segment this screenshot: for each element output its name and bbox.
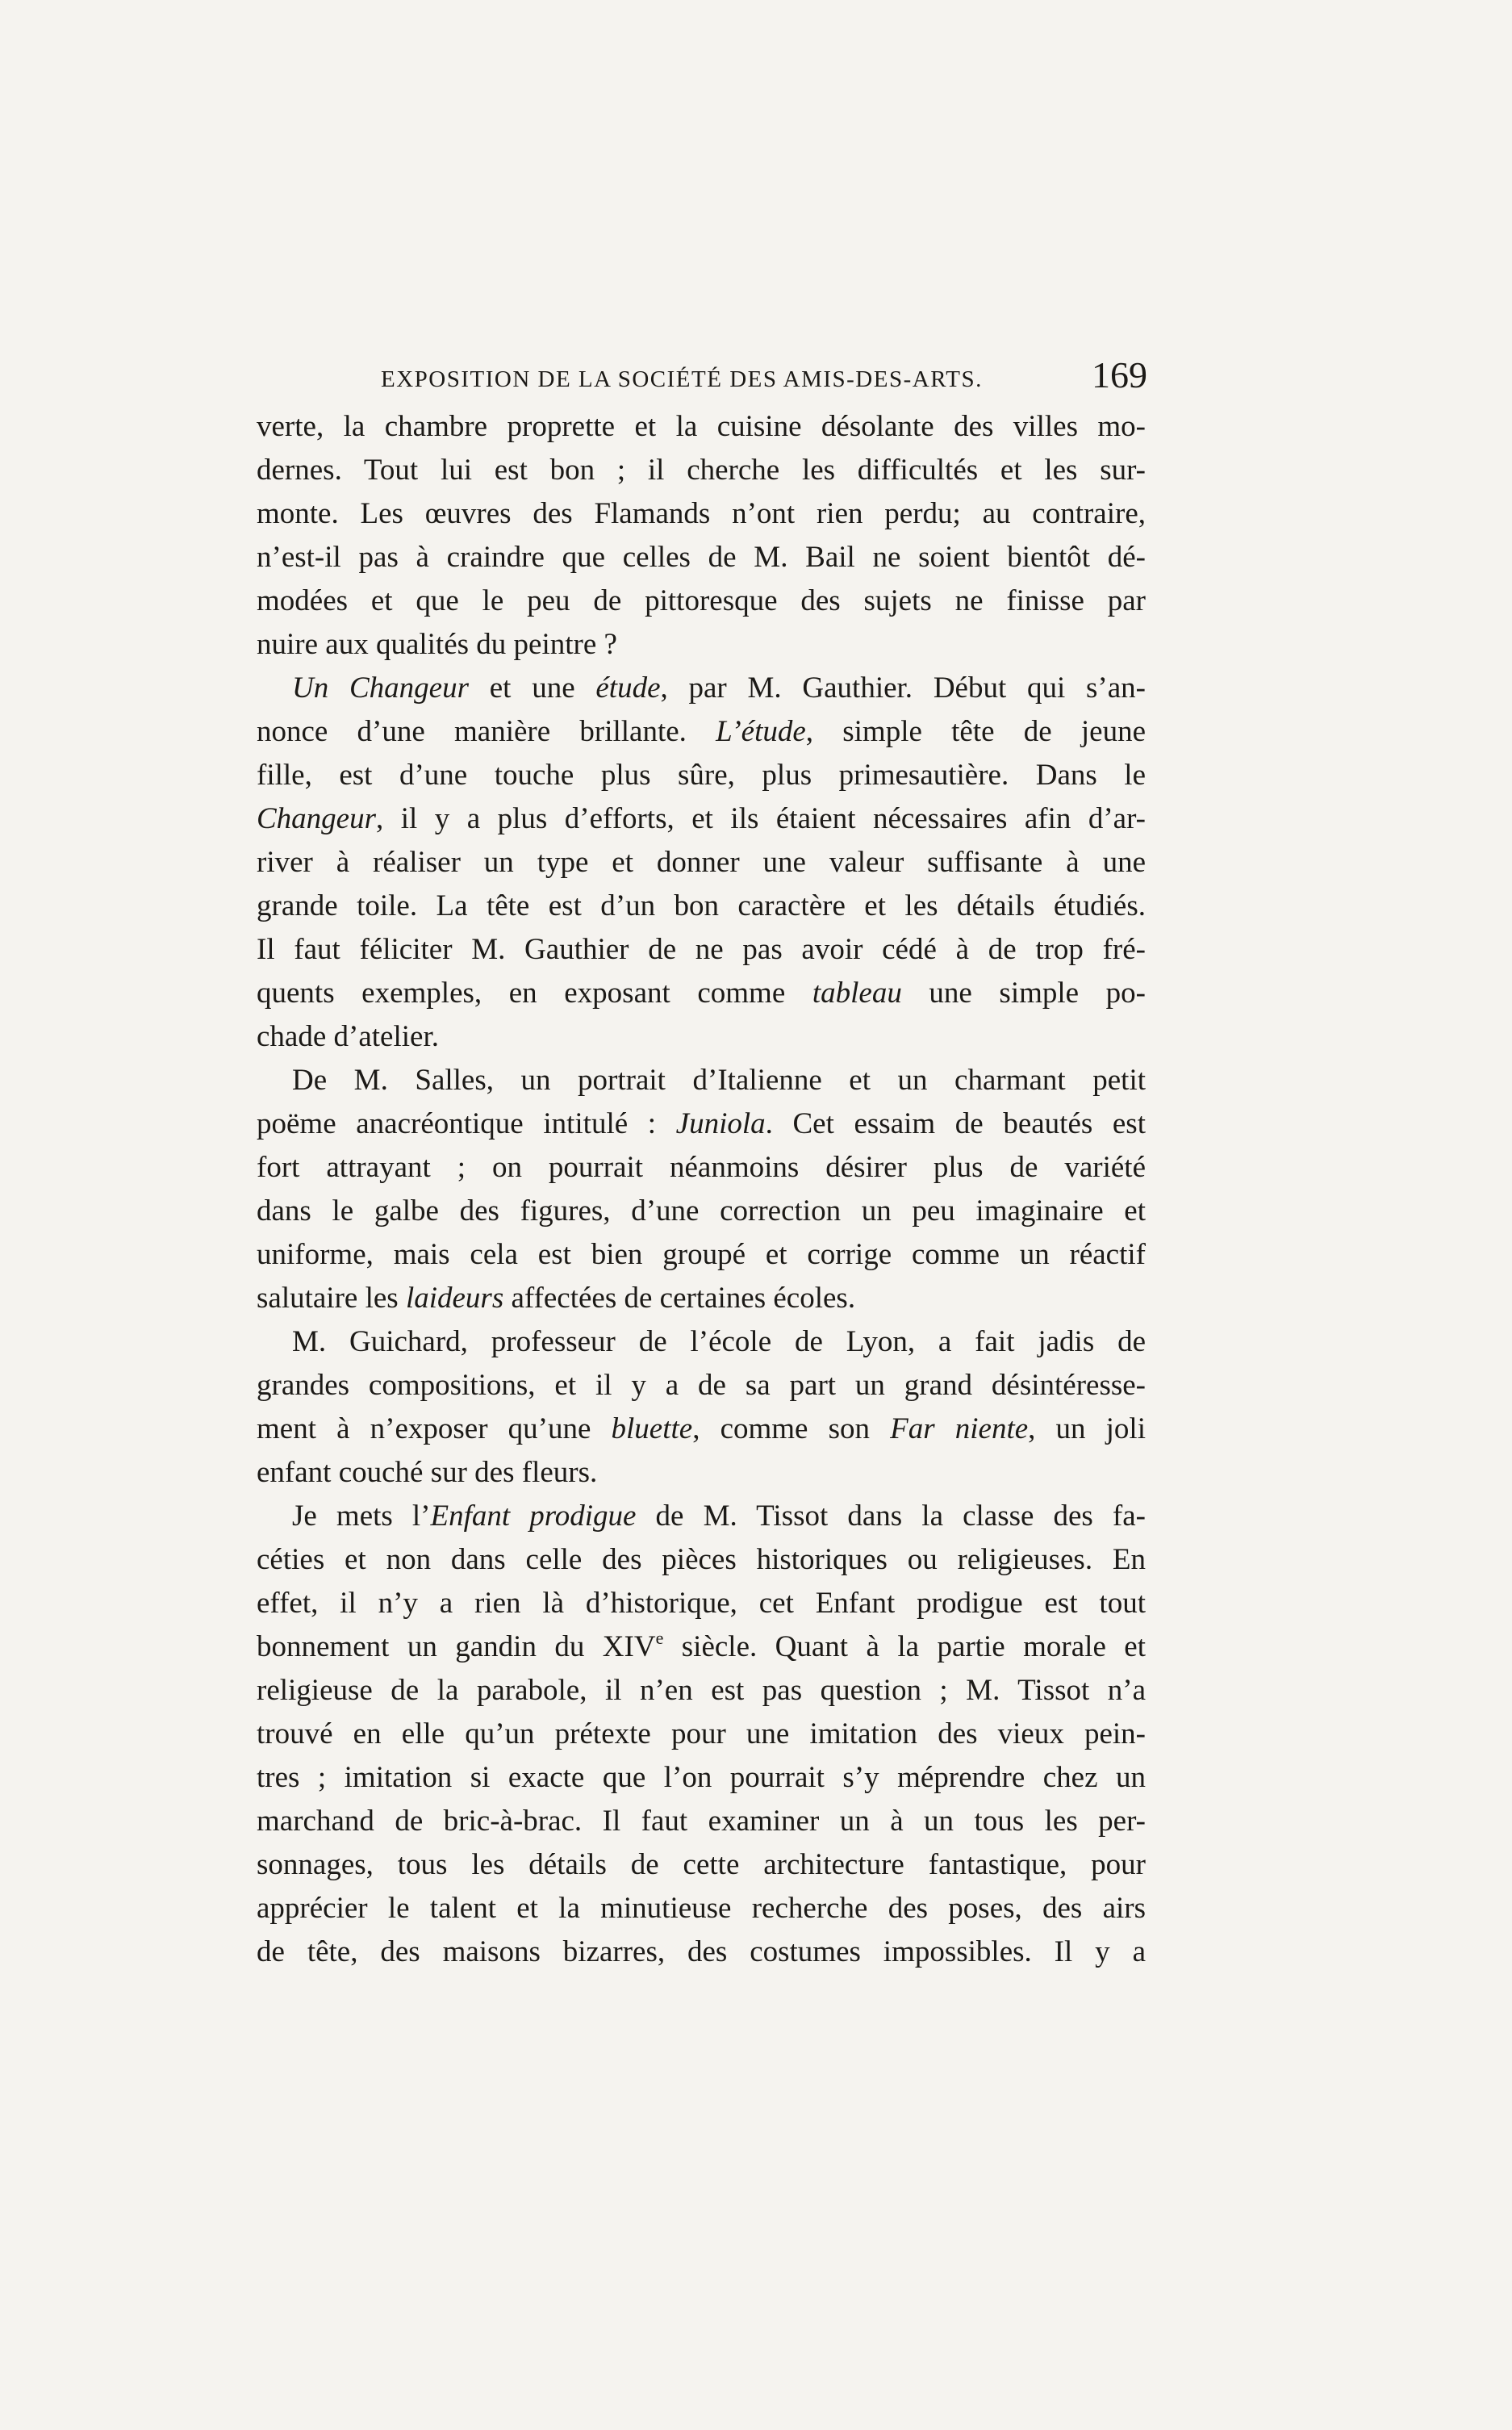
text-run: , par M. Gauthier. Début qui s’an- bbox=[660, 671, 1146, 705]
italic-run: Changeur bbox=[257, 802, 376, 835]
text-run: une simple po- bbox=[901, 977, 1146, 1010]
text-line bbox=[257, 536, 1146, 579]
body-text bbox=[257, 405, 1146, 1974]
paragraph bbox=[257, 405, 1146, 667]
text-run: salutaire les bbox=[257, 1282, 406, 1315]
text-run: dans le galbe des figures, d’une correction un peu imaginaire et bbox=[257, 1194, 1146, 1228]
italic-run: Far niente bbox=[890, 1412, 1029, 1445]
italic-run: Enfant prodigue bbox=[430, 1499, 637, 1533]
text-run: modées et que le peu de pittoresque des sujets ne finisse par bbox=[257, 584, 1146, 617]
paragraph bbox=[257, 1320, 1146, 1495]
text-line bbox=[257, 1669, 1146, 1713]
text-line bbox=[257, 1277, 1146, 1320]
italic-run: étude bbox=[595, 671, 661, 705]
text-run: sonnages, tous les détails de cette architecture fantastique, pour bbox=[257, 1848, 1146, 1881]
paragraph bbox=[257, 1495, 1146, 1974]
running-head bbox=[373, 353, 1147, 402]
text-run: bonnement un gandin du XIV bbox=[257, 1630, 656, 1663]
text-line bbox=[257, 1713, 1146, 1756]
text-line bbox=[257, 579, 1146, 623]
text-line bbox=[257, 1451, 1146, 1495]
italic-run: Juniola bbox=[675, 1107, 766, 1140]
text-run: et une bbox=[468, 671, 596, 705]
text-line bbox=[257, 1059, 1146, 1102]
text-run: M. Guichard, professeur de l’école de Lyon, a fait jadis de bbox=[292, 1325, 1146, 1358]
text-run: religieuse de la parabole, il n’en est pas question ; M. Tissot n’a bbox=[257, 1674, 1146, 1707]
text-run: , il y a plus d’efforts, et ils étaient nécessaires afin d’ar- bbox=[376, 802, 1146, 835]
text-run: De M. Salles, un portrait d’Italienne et un charmant petit bbox=[292, 1064, 1146, 1097]
text-run: , comme son bbox=[692, 1412, 891, 1445]
text-run: céties et non dans celle des pièces historiques ou religieuses. En bbox=[257, 1543, 1146, 1576]
text-line bbox=[257, 667, 1146, 710]
italic-run: bluette bbox=[611, 1412, 693, 1445]
text-run: nonce d’une manière brillante. bbox=[257, 715, 716, 748]
text-line bbox=[257, 797, 1146, 841]
text-line bbox=[257, 1102, 1146, 1146]
text-line bbox=[257, 623, 1146, 667]
italic-run: laideurs bbox=[405, 1282, 504, 1315]
paragraph bbox=[257, 1059, 1146, 1320]
text-run: , simple tête de jeune bbox=[805, 715, 1146, 748]
text-line bbox=[257, 1233, 1146, 1277]
text-run: Je mets l’ bbox=[292, 1499, 431, 1533]
text-run: enfant couché sur des fleurs. bbox=[257, 1456, 598, 1489]
text-line bbox=[257, 972, 1146, 1015]
text-line bbox=[257, 1364, 1146, 1407]
text-line bbox=[257, 492, 1146, 536]
text-run: affectées de certaines écoles. bbox=[503, 1282, 856, 1315]
text-line bbox=[257, 1146, 1146, 1190]
page-number: 169 bbox=[1092, 354, 1147, 395]
text-line bbox=[257, 405, 1146, 449]
text-run: river à réaliser un type et donner une valeur suffisante à une bbox=[257, 846, 1146, 879]
text-line bbox=[257, 1887, 1146, 1930]
text-run: tres ; imitation si exacte que l’on pourrait s’y méprendre chez un bbox=[257, 1761, 1146, 1794]
text-run: poëme anacréontique intitulé : bbox=[257, 1107, 676, 1140]
text-run: grande toile. La tête est d’un bon caractère et les détails étudiés. bbox=[257, 889, 1146, 922]
text-line bbox=[257, 1190, 1146, 1233]
text-run: . Cet essaim de beautés est bbox=[765, 1107, 1146, 1140]
text-run: marchand de bric-à-brac. Il faut examiner un à un tous les per- bbox=[257, 1805, 1146, 1838]
italic-run: Un Changeur bbox=[292, 671, 469, 705]
text-line bbox=[257, 885, 1146, 928]
text-line bbox=[257, 1015, 1146, 1059]
text-run: dernes. Tout lui est bon ; il cherche les difficultés et les sur- bbox=[257, 454, 1146, 487]
text-run: monte. Les œuvres des Flamands n’ont rien perdu; au contraire, bbox=[257, 497, 1146, 530]
text-run: quents exemples, en exposant comme bbox=[257, 977, 812, 1010]
text-line bbox=[257, 1756, 1146, 1800]
text-run: , un joli bbox=[1028, 1412, 1146, 1445]
text-run: Il faut féliciter M. Gauthier de ne pas avoir cédé à de trop fré- bbox=[257, 933, 1146, 966]
text-line bbox=[257, 754, 1146, 797]
text-run: verte, la chambre proprette et la cuisine désolante des villes mo- bbox=[257, 410, 1146, 443]
italic-run: tableau bbox=[812, 977, 902, 1010]
text-line bbox=[257, 1625, 1146, 1669]
text-line bbox=[257, 1843, 1146, 1887]
text-line bbox=[257, 449, 1146, 492]
text-run: grandes compositions, et il y a de sa part un grand désintéresse- bbox=[257, 1369, 1146, 1402]
text-line bbox=[257, 1930, 1146, 1974]
text-line bbox=[257, 1582, 1146, 1625]
text-run: de M. Tissot dans la classe des fa- bbox=[636, 1499, 1146, 1533]
text-run: de tête, des maisons bizarres, des costumes impossibles. Il y a bbox=[257, 1935, 1146, 1968]
text-run: siècle. Quant à la partie morale et bbox=[663, 1630, 1146, 1663]
text-run: uniforme, mais cela est bien groupé et corrige comme un réactif bbox=[257, 1238, 1146, 1271]
text-run: apprécier le talent et la minutieuse recherche des poses, des airs bbox=[257, 1892, 1146, 1925]
text-line bbox=[257, 1320, 1146, 1364]
text-run: n’est-il pas à craindre que celles de M. Bail ne soient bientôt dé- bbox=[257, 541, 1146, 574]
text-run: ment à n’exposer qu’une bbox=[257, 1412, 612, 1445]
text-line bbox=[257, 1407, 1146, 1451]
text-run: trouvé en elle qu’un prétexte pour une imitation des vieux pein- bbox=[257, 1717, 1146, 1750]
running-title: EXPOSITION DE LA SOCIÉTÉ DES AMIS-DES-ARTS. bbox=[381, 366, 983, 392]
text-line bbox=[257, 710, 1146, 754]
superscript-run: e bbox=[655, 1627, 664, 1648]
text-line bbox=[257, 841, 1146, 885]
text-line bbox=[257, 1800, 1146, 1843]
text-line bbox=[257, 1538, 1146, 1582]
paragraph bbox=[257, 667, 1146, 1059]
text-run: effet, il n’y a rien là d’historique, cet Enfant prodigue est tout bbox=[257, 1587, 1146, 1620]
text-run: nuire aux qualités du peintre ? bbox=[257, 628, 617, 661]
text-line bbox=[257, 1495, 1146, 1538]
text-run: chade d’atelier. bbox=[257, 1020, 439, 1053]
text-run: fort attrayant ; on pourrait néanmoins désirer plus de variété bbox=[257, 1151, 1146, 1184]
text-line bbox=[257, 928, 1146, 972]
text-run: fille, est d’une touche plus sûre, plus primesautière. Dans le bbox=[257, 759, 1146, 792]
italic-run: L’étude bbox=[716, 715, 806, 748]
